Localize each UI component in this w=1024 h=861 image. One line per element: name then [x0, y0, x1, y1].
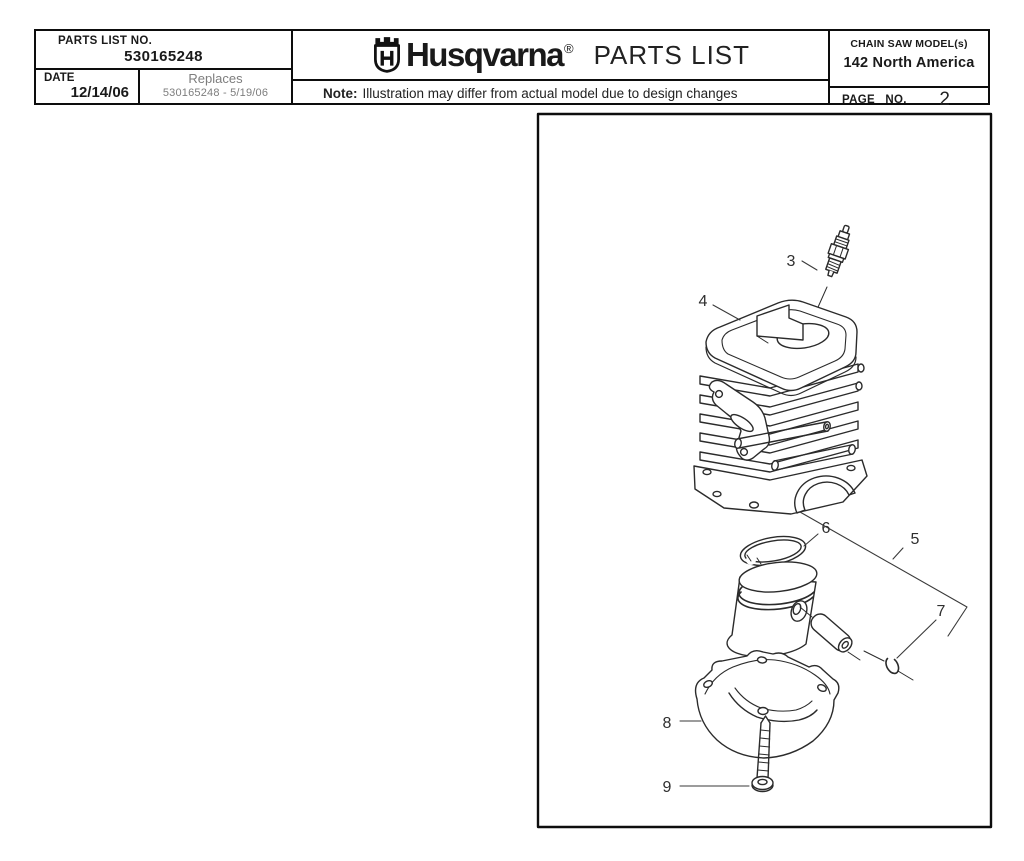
crankcase-half-illustration: [696, 651, 839, 758]
callout-5: 5: [910, 531, 920, 548]
piston-illustration: [727, 559, 818, 657]
cylinder-illustration: [694, 300, 867, 514]
spark-plug-illustration: [821, 223, 855, 279]
wrist-pin-illustration: [800, 607, 860, 660]
leader-4: [713, 305, 740, 320]
model-label: CHAIN SAW MODEL(s): [850, 38, 968, 50]
callout-3: 3: [786, 253, 796, 270]
model-value: 142 North America: [843, 55, 975, 71]
callout-6: 6: [821, 520, 831, 537]
registered-trademark: ®: [564, 40, 574, 56]
date-value: 12/14/06: [70, 84, 129, 101]
note-text: Illustration may differ from actual model due to design changes: [362, 85, 738, 101]
leader-6: [804, 534, 818, 546]
callout-4: 4: [698, 293, 708, 310]
brand-name: Husqvarna: [405, 36, 564, 73]
circlip-illustration: [864, 651, 913, 680]
replaces-value: 530165248 - 5/19/06: [162, 86, 269, 99]
note-label: Note:: [323, 85, 358, 101]
replaces-label: Replaces: [188, 71, 243, 86]
date-label: DATE: [44, 72, 75, 84]
leader-7: [897, 620, 936, 658]
page-no-label: PAGE NO.: [842, 94, 907, 106]
callout-8: 8: [662, 715, 672, 732]
parts-list-no-value: 530165248: [124, 48, 203, 65]
document-title: PARTS LIST: [593, 39, 751, 70]
page-no-value: 2: [939, 89, 950, 110]
parts-list-no-label: PARTS LIST NO.: [58, 35, 153, 47]
callout-9: 9: [662, 779, 672, 796]
leader-3: [802, 261, 817, 270]
leader-5-tick: [893, 548, 903, 559]
callout-7: 7: [936, 603, 946, 620]
